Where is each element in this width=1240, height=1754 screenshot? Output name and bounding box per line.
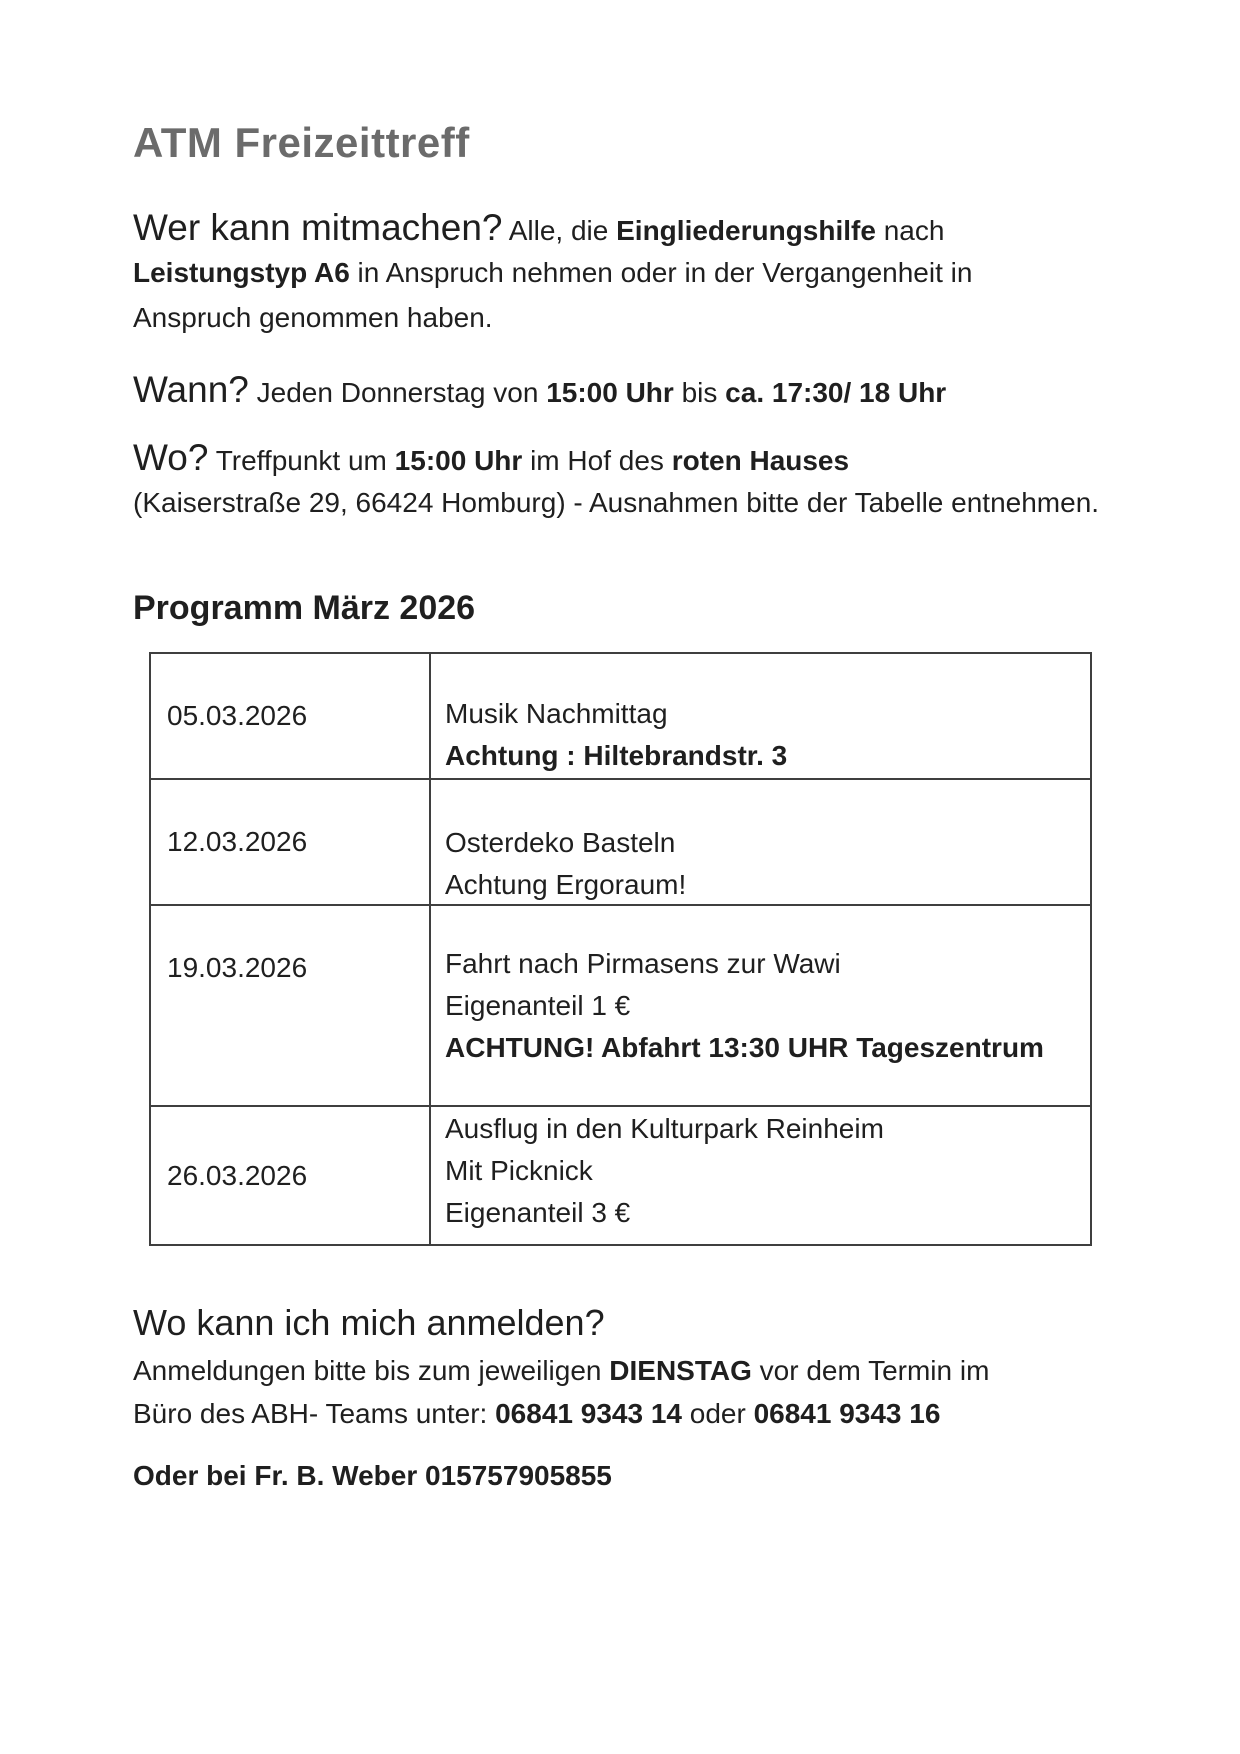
program-activity-line: Achtung : Hiltebrandstr. 3 bbox=[445, 740, 788, 771]
text-line bbox=[133, 1392, 1240, 1435]
program-activity-cell bbox=[431, 906, 1090, 1105]
program-row bbox=[151, 904, 1090, 1105]
text-segment: oder bbox=[681, 1398, 754, 1429]
text-line bbox=[133, 1454, 1240, 1497]
text-segment: ca. 17:30/ 18 Uhr bbox=[725, 377, 947, 408]
text-segment: Wo? bbox=[133, 437, 209, 478]
intro-section bbox=[133, 205, 1240, 340]
text-line bbox=[133, 480, 1240, 525]
text-segment: im Hof des bbox=[522, 445, 672, 476]
program-activity-line: Ausflug in den Kulturpark Reinheim bbox=[445, 1112, 884, 1144]
where-section bbox=[133, 435, 1240, 525]
program-activity-line: Eigenanteil 1 € bbox=[445, 989, 631, 1021]
program-date-cell bbox=[151, 906, 431, 1105]
text-segment: 15:00 Uhr bbox=[394, 445, 523, 476]
text-segment: 06841 9343 16 bbox=[753, 1398, 941, 1429]
signup-section bbox=[133, 1349, 1240, 1435]
program-heading: Programm März 2026 bbox=[133, 589, 476, 627]
text-segment: Wer kann mitmachen? bbox=[133, 207, 503, 248]
text-line bbox=[133, 205, 1240, 250]
program-activity-cell bbox=[431, 1107, 1090, 1244]
program-date-cell bbox=[151, 780, 431, 904]
program-activity-line: Eigenanteil 3 € bbox=[445, 1196, 631, 1228]
program-activity-line: Fahrt nach Pirmasens zur Wawi bbox=[445, 947, 841, 979]
program-row bbox=[151, 654, 1090, 778]
text-segment: 15:00 Uhr bbox=[546, 377, 674, 408]
program-table bbox=[149, 652, 1092, 1246]
text-segment: DIENSTAG bbox=[609, 1355, 752, 1386]
program-activity-line: Musik Nachmittag bbox=[445, 698, 668, 729]
text-line bbox=[133, 1349, 1240, 1392]
text-line bbox=[133, 435, 1240, 480]
text-line bbox=[133, 250, 1240, 295]
program-activity-line: Achtung Ergoraum! bbox=[445, 869, 687, 900]
program-activity-line: Mit Picknick bbox=[445, 1154, 593, 1186]
text-segment: Oder bei Fr. B. Weber 015757905855 bbox=[133, 1460, 612, 1491]
program-row bbox=[151, 1105, 1090, 1244]
program-activity-line: Osterdeko Basteln bbox=[445, 827, 676, 858]
text-segment: Anmeldungen bitte bis zum jeweiligen bbox=[133, 1355, 610, 1386]
text-segment: Treffpunkt um bbox=[208, 445, 395, 476]
text-segment: nach bbox=[875, 215, 945, 246]
text-segment: Anspruch genommen haben. bbox=[133, 302, 493, 333]
program-date: 05.03.2026 bbox=[167, 700, 308, 731]
when-section bbox=[133, 367, 1240, 412]
text-segment: roten Hauses bbox=[671, 445, 850, 476]
text-segment: (Kaiserstraße 29, 66424 Homburg) - Ausnahmen bitte der Tabelle entnehmen. bbox=[133, 487, 1100, 518]
text-line bbox=[133, 367, 1240, 412]
program-row bbox=[151, 778, 1090, 904]
program-date: 26.03.2026 bbox=[167, 1159, 308, 1191]
contact-section bbox=[133, 1454, 1240, 1497]
text-line bbox=[133, 295, 1240, 340]
text-segment: vor dem Termin im bbox=[751, 1355, 990, 1386]
document-title: ATM Freizeittreff bbox=[133, 119, 470, 166]
text-segment: Eingliederungshilfe bbox=[616, 215, 876, 246]
text-segment: Alle, die bbox=[502, 215, 617, 246]
text-segment: Wann? bbox=[133, 369, 249, 410]
program-activity-cell bbox=[431, 780, 1090, 904]
text-segment: Leistungstyp A6 bbox=[133, 257, 350, 288]
text-segment: 06841 9343 14 bbox=[495, 1398, 682, 1429]
program-date-cell bbox=[151, 1107, 431, 1244]
text-segment: in Anspruch nehmen oder in der Vergangenheit in bbox=[349, 257, 973, 288]
program-date: 12.03.2026 bbox=[167, 826, 308, 857]
program-date-cell bbox=[151, 654, 431, 778]
program-activity-cell bbox=[431, 654, 1090, 778]
text-segment: Büro des ABH- Teams unter: bbox=[133, 1398, 496, 1429]
text-segment: Jeden Donnerstag von bbox=[248, 377, 547, 408]
text-segment: bis bbox=[673, 377, 726, 408]
program-date: 19.03.2026 bbox=[167, 951, 308, 983]
program-activity-line: ACHTUNG! Abfahrt 13:30 UHR Tageszentrum bbox=[445, 1031, 1044, 1063]
signup-heading: Wo kann ich mich anmelden? bbox=[133, 1302, 605, 1343]
